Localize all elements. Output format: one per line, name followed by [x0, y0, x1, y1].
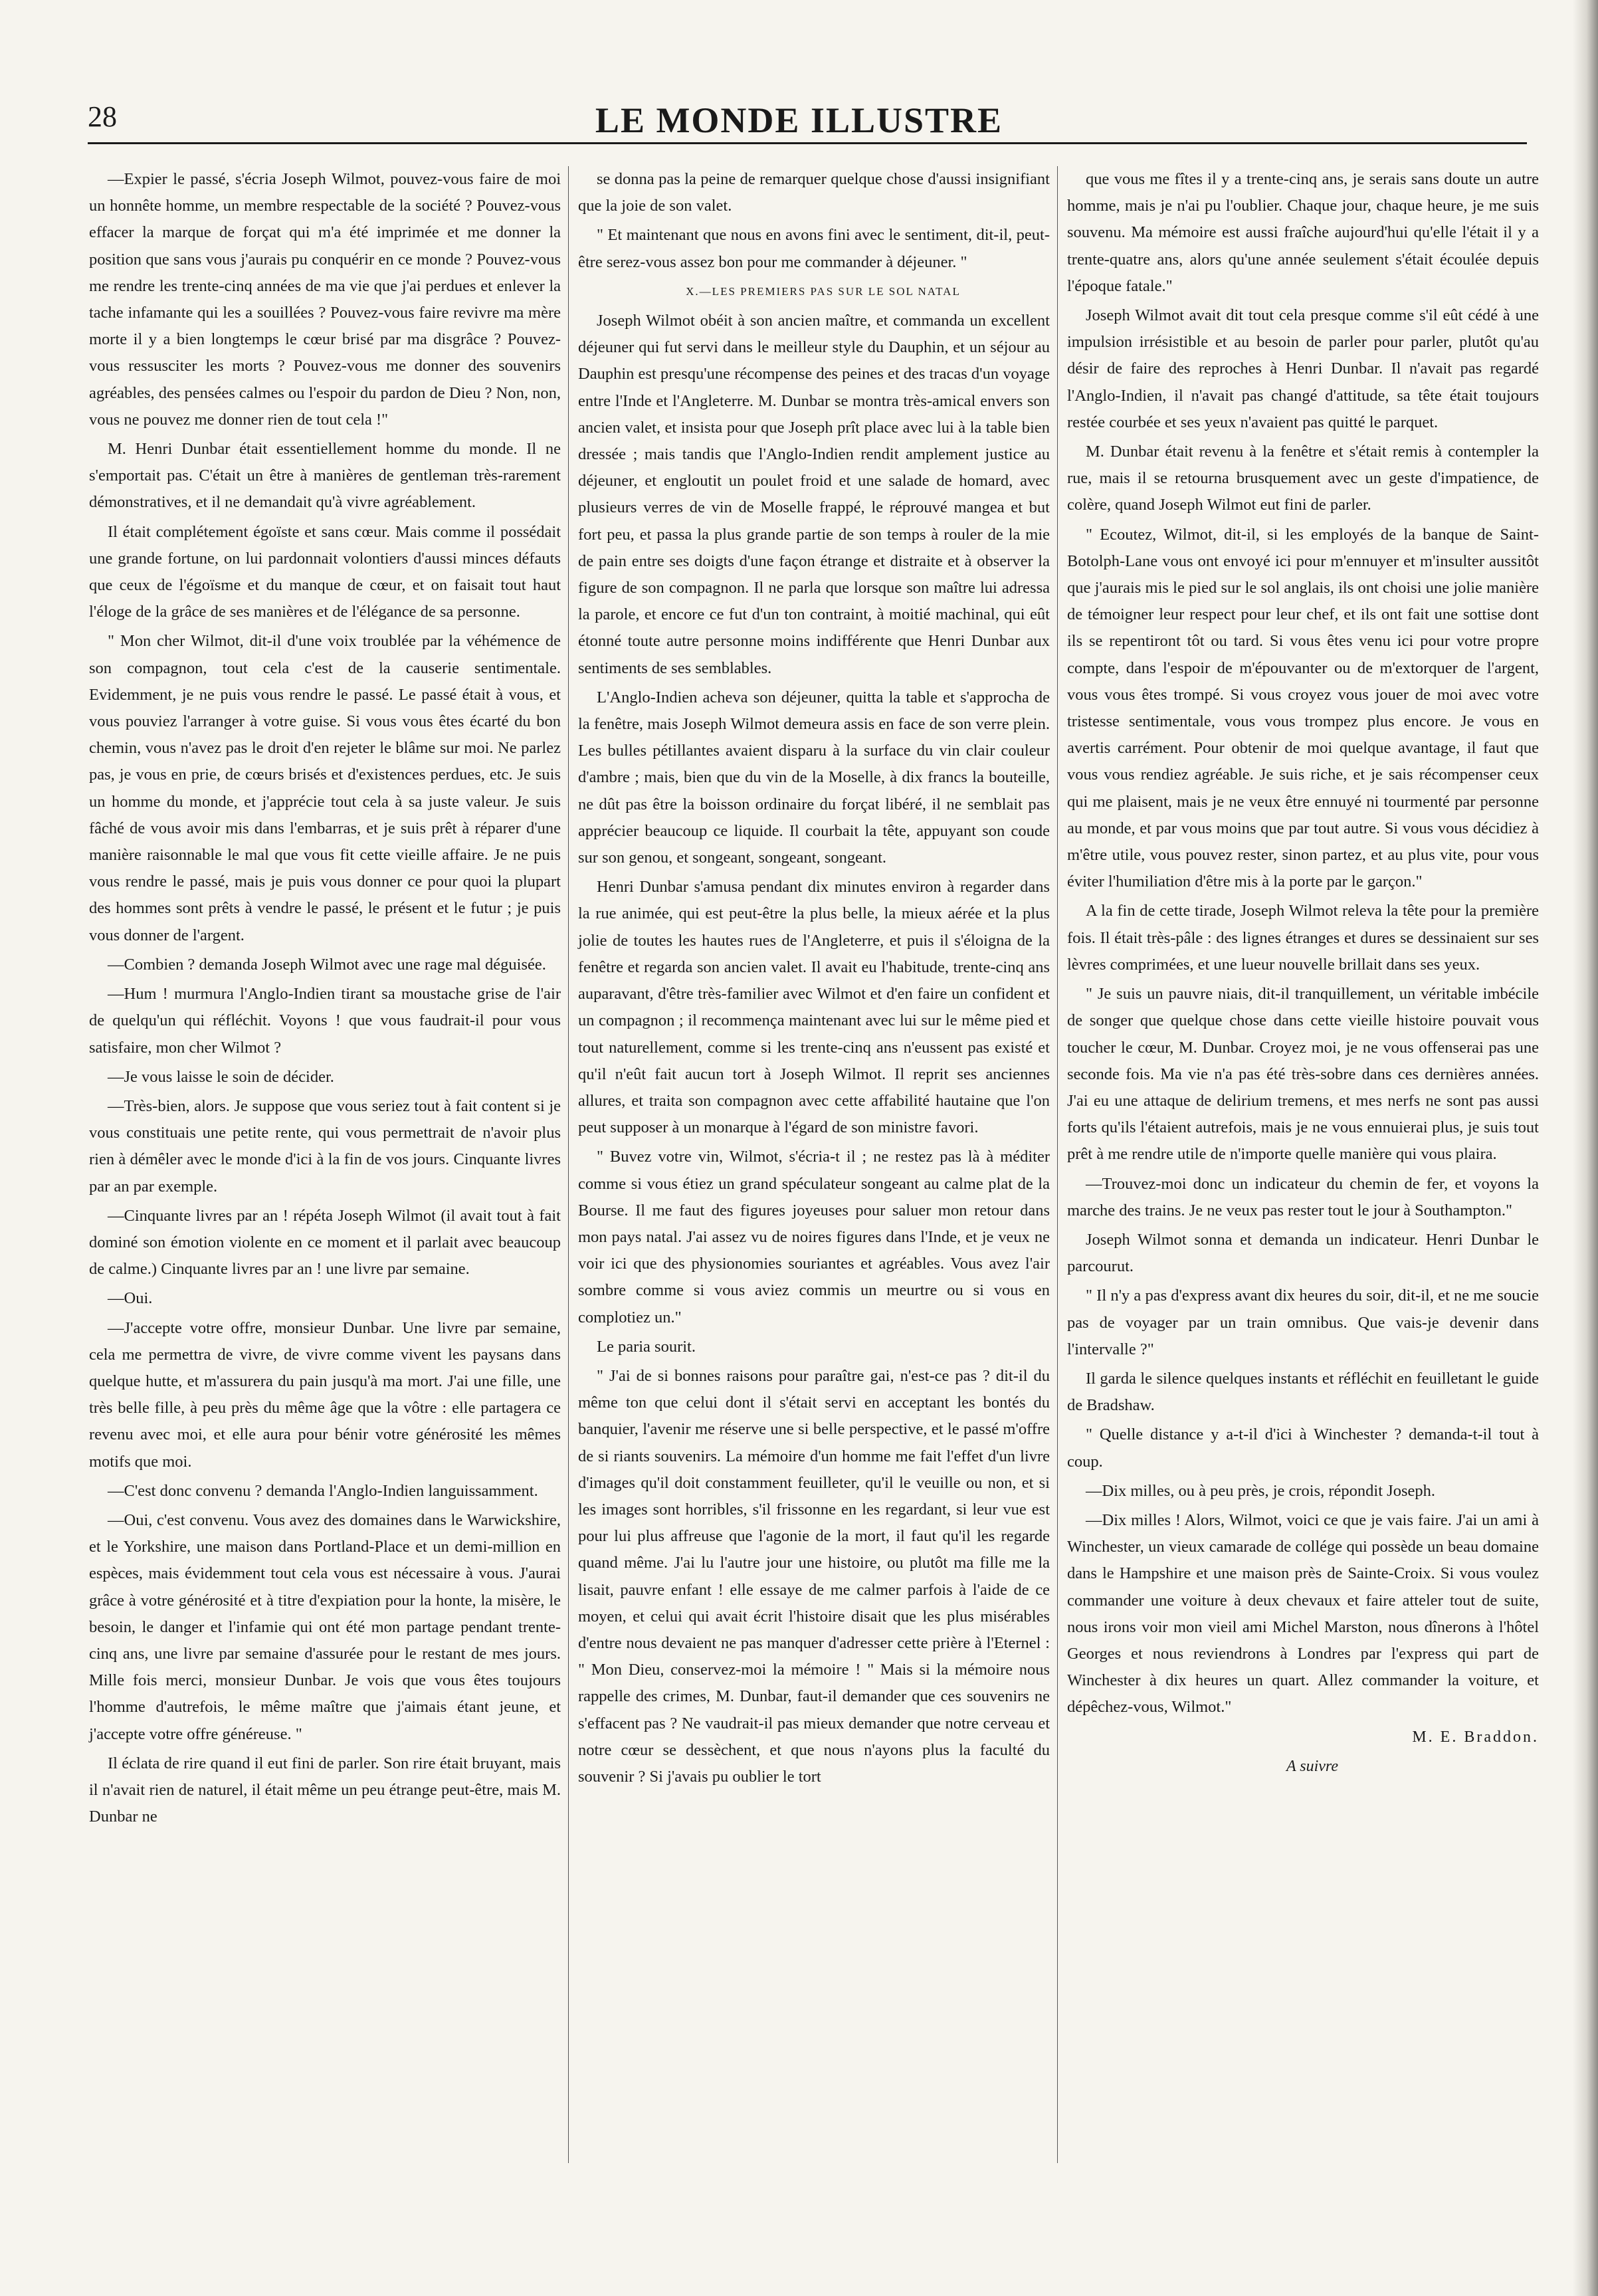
masthead-title: LE MONDE ILLUSTRE	[595, 100, 1003, 140]
paragraph: que vous me fîtes il y a trente-cinq ans, je serais sans doute un autre homme, mais je n'ai pu l'oublier. Chaque jour, chaque heure, je me suis souvenu. Ma mémoire est aussi fraîche aujourd'hui qu'elle l'était il y a trente-quatre ans, alors qu'une année seulement s'était écoulée depuis l'époque fatale."	[1067, 170, 1539, 295]
header-rule	[88, 142, 1527, 144]
paragraph: Henri Dunbar s'amusa pendant dix minutes environ à regarder dans la rue animée, qui est peut-être la plus belle, la mieux aérée et la plus jolie de toutes les hautes rues de l'Angleterre, et puis il s'éloigna de la fenêtre et regarda son ancien valet. Il avait eu l'habitude, trente-cinq ans auparavant, d'être très-familier avec Wilmot et d'en faire un confident et un compagnon ; il recommença maintenant avec lui sur le même pied et tout naturellement, comme si les trente-cinq ans n'eussent pas existé et qu'il n'eût fait aucun tort à Joseph Wilmot. Il reprit ses anciennes allures, et traita son compagnon avec cette affabilité hautaine que l'on peut supposer à un monarque à l'égard de son ministre favori.	[578, 878, 1050, 1137]
paragraph: Il éclata de rire quand il eut fini de parler. Son rire était bruyant, mais il n'avait rien de naturel, il était même un peu étrange peut-être, mais M. Dunbar ne	[89, 1754, 561, 1826]
paragraph: —Expier le passé, s'écria Joseph Wilmot, pouvez-vous faire de moi un honnête homme, un membre respectable de la société ? Pouvez-vous effacer la marque de forçat qui m'a été imprimée et me donner la position que sans vous j'aurais pu conquérir en ce monde ? Pouvez-vous me rendre les trente-cinq années de ma vie que j'ai perdues et enlever la tache infamante qui les a souillées ? Pouvez-vous faire revivre ma mère morte il y a bien longtemps le cœur brisé par ma disgrâce ? Pouvez-vous ressusciter les morts ? Pouvez-vous me donner des souvenirs agréables, des pensées calmes ou l'espoir du pardon de Dieu ? Non, non, vous ne pouvez me donner rien de tout cela !"	[89, 170, 561, 429]
paragraph: —Dix milles ! Alors, Wilmot, voici ce que je vais faire. J'ai un ami à Winchester, un vieux camarade de collége qui possède un beau domaine dans le Hampshire et une maison près de Sainte-Croix. Si vous voulez commander une voiture à deux chevaux et faire atteler tout de suite, nous irons voir mon vieil ami Michel Marston, nous dînerons à l'hôtel Georges et nous reviendrons à Londres par l'express qui part de Winchester à dix heures un quart. Allez commander la voiture, et dépêchez-vous, Wilmot."	[1067, 1511, 1539, 1717]
paragraph: —Hum ! murmura l'Anglo-Indien tirant sa moustache grise de l'air de quelqu'un qui réfléchit. Voyons ! que vous faudrait-il pour vous satisfaire, mon cher Wilmot ?	[89, 985, 561, 1057]
author-signature: M. E. Braddon.	[1412, 1728, 1539, 1746]
paragraph: Le paria sourit.	[597, 1337, 696, 1356]
paragraph: A la fin de cette tirade, Joseph Wilmot releva la tête pour la première fois. Il était très-pâle : des lignes étranges et dures se dessinaient sur ses lèvres comprimées, et une lueur nouvelle brillait dans ses yeux.	[1067, 902, 1539, 974]
paragraph: " Ecoutez, Wilmot, dit-il, si les employés de la banque de Saint-Botolph-Lane vous ont envoyé ici pour m'ennuyer et m'insulter aussitôt que j'aurais mis le pied sur le sol anglais, ils ont choisi une jolie manière de témoigner leur respect pour leur chef, et ils ont fait une sottise dont ils se repentiront tôt ou tard. Si vous êtes venu ici pour votre propre compte, dans l'espoir de m'épouvanter ou de m'extorquer de l'argent, vous vous êtes trompé. Si vous croyez vous jouer de moi avec votre tristesse sentimentale, vous vous trompez plus encore. Je vous en avertis carrément. Pour obtenir de moi quelque avantage, il faut que vous vous rendiez agréable. Je suis riche, et je sais récompenser ceux qui me plaisent, mais je ne veux être ennuyé ni tourmenté par personne au monde, et par vous moins que par tout autre. Si vous vous décidiez à m'être utile, vous pouvez rester, sinon partez, et au plus vite, pour vous éviter l'humiliation d'être mis à la porte par le garçon."	[1067, 525, 1539, 891]
paragraph: —Trouvez-moi donc un indicateur du chemin de fer, et voyons la marche des trains. Je ne veux pas rester tout le jour à Southampton."	[1067, 1174, 1539, 1219]
paragraph: Joseph Wilmot sonna et demanda un indicateur. Henri Dunbar le parcourut.	[1067, 1230, 1539, 1276]
paragraph: " Quelle distance y a-t-il d'ici à Winchester ? demanda-t-il tout à coup.	[1067, 1425, 1539, 1471]
section-title: X.—LES PREMIERS PAS SUR LE SOL NATAL	[686, 284, 961, 298]
paragraph: —C'est donc convenu ? demanda l'Anglo-Indien languissamment.	[108, 1481, 538, 1500]
paragraph: —Je vous laisse le soin de décider.	[108, 1067, 334, 1086]
article-column-2	[578, 166, 1050, 1793]
column-divider	[568, 166, 569, 2163]
paragraph: —Très-bien, alors. Je suppose que vous seriez tout à fait content si je vous constituais une petite rente, qui vous permettrait de n'avoir plus rien à démêler avec le monde d'ici à la fin de vos jours. Cinquante livres par an par exemple.	[89, 1096, 561, 1196]
paragraph: " Il n'y a pas d'express avant dix heures du soir, dit-il, et ne me soucie pas de voyager par un train omnibus. Que vais-je devenir dans l'intervalle ?"	[1067, 1287, 1539, 1358]
paragraph: se donna pas la peine de remarquer quelque chose d'aussi insignifiant que la joie de son valet.	[578, 170, 1050, 215]
continued-note: A suivre	[1286, 1757, 1338, 1775]
paragraph: Il garda le silence quelques instants et réfléchit en feuilletant le guide de Bradshaw.	[1067, 1369, 1539, 1415]
paragraph: " Et maintenant que nous en avons fini avec le sentiment, dit-il, peut-être serez-vous assez bon pour me commander à déjeuner. "	[578, 226, 1050, 271]
column-divider	[1057, 166, 1058, 2163]
paragraph: —Oui, c'est convenu. Vous avez des domaines dans le Warwickshire, et le Yorkshire, une maison dans Portland-Place et un demi-million en espèces, mais évidemment tout cela vous est nécessaire à vous. J'aurai grâce à votre générosité et à titre d'expiation pour la honte, la misère, le besoin, le danger et l'infamie qui ont été mon partage pendant trente-cinq ans, une livre par semaine d'assurée pour le restant de mes jours. Mille fois merci, monsieur Dunbar. Je vois que vous êtes toujours l'homme d'autrefois, le même maître que j'aimais étant jeune, et j'accepte votre offre généreuse. "	[89, 1511, 561, 1743]
paragraph: M. Dunbar était revenu à la fenêtre et s'était remis à contempler la rue, mais il se retourna brusquement avec un geste d'impatience, de colère, quand Joseph Wilmot eut fini de parler.	[1067, 443, 1539, 514]
page-number: 28	[88, 100, 117, 133]
paragraph: " J'ai de si bonnes raisons pour paraître gai, n'est-ce pas ? dit-il du même ton que celui dont il s'était servi en acceptant les bontés du banquier, l'avenir me réserve une si belle perspective, et le passé m'offre de si riants souvenirs. La mémoire d'un homme me fait l'effet d'un livre d'images qu'il doit constamment feuilleter, qu'il le veuille ou non, et si les images sont horribles, s'il frissonne en les regardant, si leur vue est pour lui plus affreuse que l'agonie de la mort, il faut qu'il les regarde quand même. J'ai lu l'autre jour une histoire, ou plutôt ma fille me la lisait, pauvre enfant ! elle essaye de me calmer parfois à l'aide de ce moyen, et celui qui avait écrit l'histoire disait que les plus misérables d'entre nous devaient ne pas manquer d'adresser cette prière à l'Eternel : " Mon Dieu, conservez-moi la mémoire ! " Mais si la mémoire nous rappelle des crimes, M. Dunbar, faut-il demander que ces souvenirs ne s'effacent pas ? Ne vaudrait-il pas mieux demander que notre cerveau et notre cœur se dessèchent, et que nous n'ayons plus la faculté du souvenir ? Si j'avais pu oublier le tort	[578, 1366, 1050, 1786]
paragraph: Joseph Wilmot avait dit tout cela presque comme s'il eût cédé à une impulsion irrésistible et au besoin de parler pour parler, plutôt qu'au désir de faire des reproches à Henri Dunbar. Il n'avait pas regardé l'Anglo-Indien, il n'avait pas changé d'attitude, sa tête était toujours restée courbée et ses yeux n'avaient pas quitté le parquet.	[1067, 306, 1539, 431]
paragraph: M. Henri Dunbar était essentiellement homme du monde. Il ne s'emportait pas. C'était un être à manières de gentleman très-rarement démonstratives, et il ne demandait qu'à vivre agréablement.	[89, 440, 561, 512]
paragraph: —J'accepte votre offre, monsieur Dunbar. Une livre par semaine, cela me permettra de vivre, de vivre comme vivent les paysans dans quelque hutte, et m'assurera du pain jusqu'à ma mort. J'ai une fille, une très belle fille, à peu près du même âge que la vôtre : elle partagera ce revenu avec moi, et elle aura pour bénir votre générosité les mêmes motifs que moi.	[89, 1318, 561, 1471]
paragraph: Joseph Wilmot obéit à son ancien maître, et commanda un excellent déjeuner qui fut servi dans le meilleur style du Dauphin, et un séjour au Dauphin est presqu'une récompense des peines et des tracas d'un voyage entre l'Inde et l'Angleterre. M. Dunbar se montra très-amical envers son ancien valet, et insista pour que Joseph prît place avec lui à la table bien dressée ; mais tandis que l'Anglo-Indien rendit amplement justice au déjeuner, et engloutit un poulet froid et une salade de homard, avec plusieurs verres de vin de Moselle frappé, le réprouvé mangea et but fort peu, et passa la plus grande partie de son temps à rouler de la mie de pain entre ses doigts d'une façon étrange et distraite et à observer la figure de son compagnon. Il ne parla que lorsque son maître lui adressa la parole, et encore ce fut d'un ton contraint, à moitié machinal, qui eût étonné toute autre personne moins indifférente que Henri Dunbar aux sentiments de ses semblables.	[578, 312, 1050, 677]
paragraph: —Dix milles, ou à peu près, je crois, répondit Joseph.	[1086, 1481, 1435, 1500]
paragraph: —Cinquante livres par an ! répéta Joseph Wilmot (il avait tout à fait dominé son émotion violente en ce moment et il parlait avec beaucoup de calme.) Cinquante livres par an ! une livre par semaine.	[89, 1206, 561, 1279]
paragraph: " Je suis un pauvre niais, dit-il tranquillement, un véritable imbécile de songer que quelque chose dans cette vieille histoire pouvait vous toucher le cœur, M. Dunbar. Croyez moi, je ne vous offenserai pas une seconde fois. Ma vie n'a pas été très-sobre dans ces dernières années. J'ai eu une attaque de delirium tremens, et mes nerfs ne sont pas aussi forts qu'ils l'étaient autrefois, mais je ne vous ennuierai plus, je suis tout prêt à me rendre utile de n'importe quelle manière qui vous plaira.	[1067, 985, 1539, 1164]
paragraph: Il était complétement égoïste et sans cœur. Mais comme il possédait une grande fortune, on lui pardonnait volontiers d'aussi minces défauts que ceux de l'égoïsme et du manque de cœur, et on faisait tout haut l'éloge de la grâce de ses manières et de l'élégance de sa personne.	[89, 522, 561, 621]
article-column-1	[89, 166, 561, 1833]
paragraph: " Mon cher Wilmot, dit-il d'une voix troublée par la véhémence de son compagnon, tout cela c'est de la causerie sentimentale. Evidemment, je ne puis vous rendre le passé. Le passé était à vous, et vous pouviez l'arranger à votre guise. Si vous vous êtes écarté du bon chemin, vous n'avez pas le droit d'en rejeter le blâme sur moi. Ne parlez pas, je vous en prie, de cœurs brisés et d'existences perdues, etc. Je suis un homme du monde, et j'apprécie tout cela à sa juste valeur. Je suis fâché de vous avoir mis dans l'embarras, et je suis prêt à réparer d'une manière raisonnable le mal que vous fit cette vieille affaire. Je ne puis vous rendre le passé, mais je puis vous donner ce pour quoi la plupart des hommes sont prêts à vendre le passé, le présent et le futur ; je puis vous donner de l'argent.	[89, 632, 561, 944]
paragraph: L'Anglo-Indien acheva son déjeuner, quitta la table et s'approcha de la fenêtre, mais Joseph Wilmot demeura assis en face de son verre plein. Les bulles pétillantes avaient disparu à la surface du vin clair couleur d'ambre ; mais, bien que du vin de la Moselle, à dix francs la bouteille, ne dût pas être la boisson ordinaire du forçat libéré, il ne semblait pas apprécier beaucoup ce liquide. Il courbait la tête, appuyant son coude sur son genou, et songeant, songeant, songeant.	[578, 688, 1050, 867]
paragraph: —Oui.	[108, 1289, 153, 1308]
article-column-3	[1067, 166, 1539, 1782]
scan-page-edge	[1573, 0, 1598, 2296]
paragraph: —Combien ? demanda Joseph Wilmot avec une rage mal déguisée.	[108, 955, 546, 974]
paragraph: " Buvez votre vin, Wilmot, s'écria-t il ; ne restez pas là à méditer comme si vous étiez un grand spéculateur songeant au calme plat de la Bourse. Il me faut des figures joyeuses pour saluer mon retour dans mon pays natal. J'ai assez vu de noires figures dans l'Inde, et je veux ne voir ici que des physionomies souriantes et agréables. Vous avez l'air sombre comme si vous aviez commis un meurtre ou si vous en complotiez un."	[578, 1148, 1050, 1326]
